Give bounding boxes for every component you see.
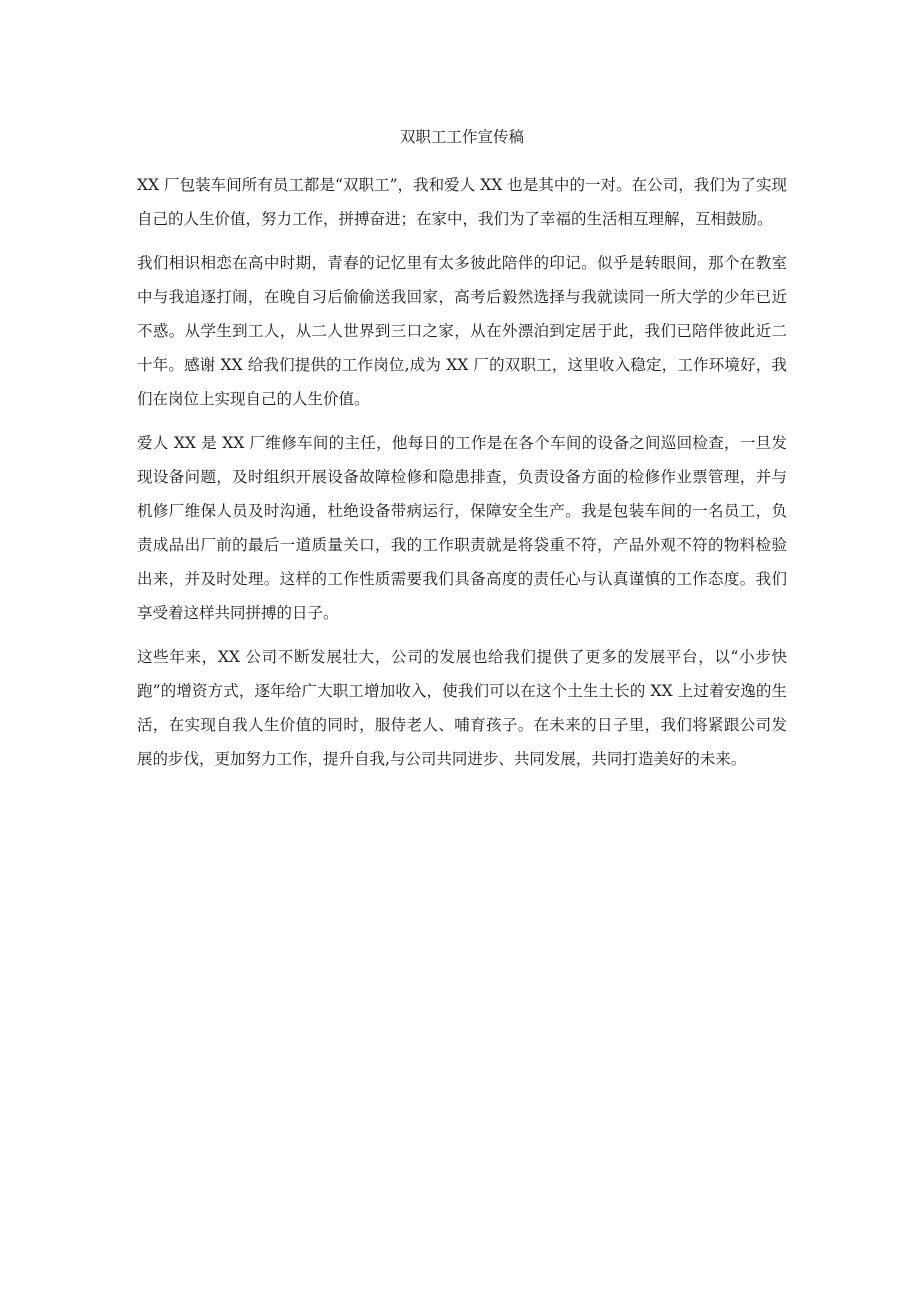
document-title: 双职工工作宣传稿 <box>399 128 524 146</box>
document-body <box>137 120 787 786</box>
paragraph-3: 爱人 XX 是 XX 厂维修车间的主任，他每日的工作是在各个车间的设备之间巡回检查，一旦发现设备问题，及时组织开展设备故障检修和隐患排查，负责设备方面的检修作业票管理，并与机修厂维保人员及时沟通，杜绝设备带病运行，保障安全生产。我是包装车间的一名员工，负责成品出厂前的最后一道质量关口，我的工作职责就是将袋重不符，产品外观不符的物料检验出来，并及时处理。这样的工作性质需要我们具备高度的责任心与认真谨慎的工作态度。我们享受着这样共同拼搏的日子。 <box>137 434 787 622</box>
paragraph-2: 我们相识相恋在高中时期，青春的记忆里有太多彼此陪伴的印记。似乎是转眼间，那个在教室中与我追逐打闹，在晚自习后偷偷送我回家，高考后毅然选择与我就读同一所大学的少年已近不惑。从学生到工人，从二人世界到三口之家，从在外漂泊到定居于此，我们已陪伴彼此近二十年。感谢 XX 给我们提供的工作岗位,成为 XX 厂的双职工，这里收入稳定，工作环境好，我们在岗位上实现自己的人生价值。 <box>137 254 787 408</box>
paragraph-1: XX 厂包装车间所有员工都是“双职工”，我和爱人 XX 也是其中的一对。在公司，我们为了实现自己的人生价值，努力工作，拼搏奋进；在家中，我们为了幸福的生活相互理解，互相鼓励。 <box>137 176 787 228</box>
paragraph-4: 这些年来，XX 公司不断发展壮大，公司的发展也给我们提供了更多的发展平台，以“小步快跑”的增资方式，逐年给广大职工增加收入，使我们可以在这个土生土长的 XX 上过着安逸的生活，在实现自我人生价值的同时，服侍老人、哺育孩子。在未来的日子里，我们将紧跟公司发展的步伐，更加努力工作，提升自我,与公司共同进步、共同发展，共同打造美好的未来。 <box>137 648 787 768</box>
